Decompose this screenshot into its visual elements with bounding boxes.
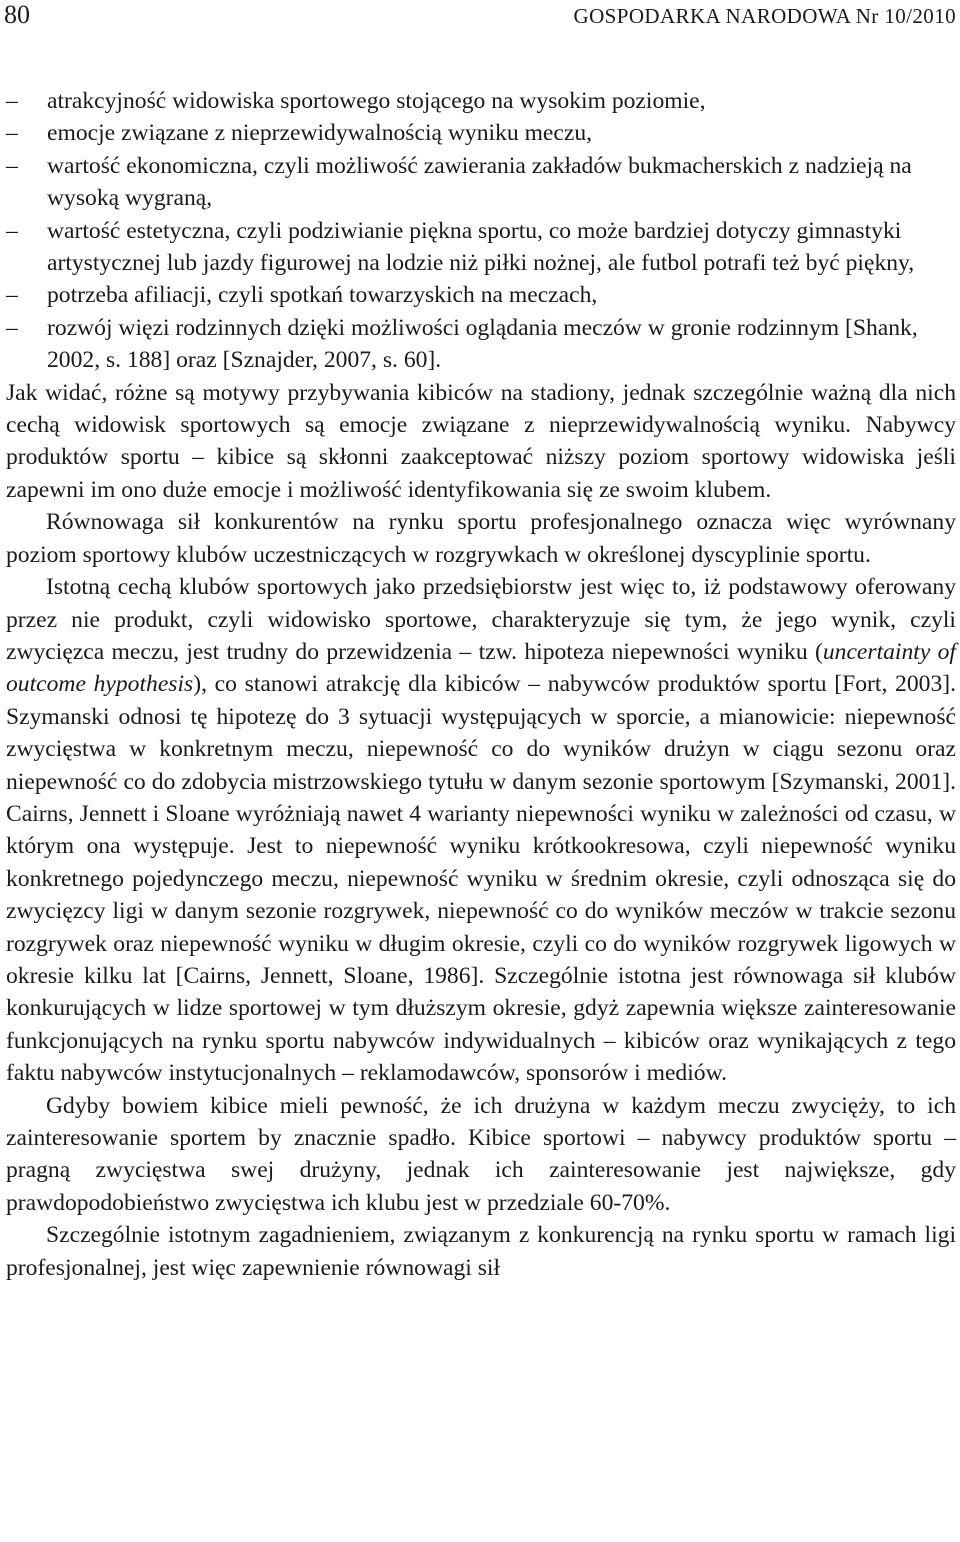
list-item-text: emocje związane z nieprzewidywalnością wyniku meczu, (47, 120, 593, 147)
list-item (6, 150, 956, 215)
motive-list (6, 85, 956, 377)
body-text (6, 85, 956, 1284)
paragraph-outcome-uncertainty (6, 571, 956, 1090)
list-item (6, 279, 956, 311)
dash-marker: – (6, 88, 18, 114)
paragraph-fan-interest: Gdyby bowiem kibice mieli pewność, że ich drużyna w każdym meczu zwycięży, to ich zainteresowanie sportem by znacznie spadło. Kibice sportowi – nabywcy produktów sportu – pragną zwycięstwa swej drużyny, jednak ich zainteresowanie jest największe, gdy prawdopodobieństwo zwycięstwa ich klubu jest w przedziale 60-70%. (6, 1092, 956, 1216)
list-item-text: wartość ekonomiczna, czyli możliwość zawierania zakładów bukmacherskich z nadzieją na wysoką wygraną, (47, 152, 912, 212)
list-item (6, 312, 956, 377)
paragraph-text: ), co stanowi atrakcję dla kibiców – nabywców produktów sportu [Fort, 2003]. Szymanski odnosi tę hipotezę do 3 sytuacji występujących w sporcie, a mianowicie: niepewność zwycięstwa w konkretnym meczu, niepewność co do wyników drużyn w ciągu sezonu oraz niepewność co do zdobycia mistrzowskiego tytułu w danym sezonie sportowym [Szymanski, 2001]. Cairns, Jennett i Sloane wyróżniają nawet 4 warianty niepewności wyniku w zależności od czasu, w którym ona występuje. Jest to niepewność wyniku krótkookresowa, czyli niepewność wyniku konkretnego pojedynczego meczu, niepewność wyniku w średnim okresie, czyli odnosząca się do zwycięzcy ligi w danym sezonie rozgrywek, niepewność co do wyników meczów w trakcie sezonu rozgrywek oraz niepewność wyniku w długim okresie, czyli co do wyników rozgrywek ligowych w okresie kilku lat [Cairns, Jennett, Sloane, 1986]. Szczególnie istotna jest równowaga sił klubów konkurujących w lidze sportowej w tym dłuższym okresie, gdyż zapewnia większe zainteresowanie funkcjonujących na rynku sportu nabywców indywidualnych – kibiców oraz wynikających z tego faktu nabywców instytucjonalnych – reklamodawców, sponsorów i mediów. (6, 671, 956, 1087)
paragraph-league-balance: Szczególnie istotnym zagadnieniem, związanym z konkurencją na rynku sportu w ramach ligi profesjonalnej, jest więc zapewnienie równowagi sił (6, 1222, 956, 1281)
running-header (0, 0, 960, 34)
list-item (6, 215, 956, 280)
list-item-text: wartość estetyczna, czyli podziwianie piękna sportu, co może bardziej dotyczy gimnastyki artystycznej lub jazdy figurowej na lodzie niż piłki nożnej, ale futbol potrafi też być piękny, (47, 217, 915, 277)
list-item (6, 85, 956, 117)
list-item-text: rozwój więzi rodzinnych dzięki możliwości oglądania meczów w gronie rodzinnym [Shank, 2002, s. 188] oraz [Sznajder, 2007, s. 60]. (47, 314, 918, 374)
list-item (6, 117, 956, 149)
list-item-text: potrzeba afiliacji, czyli spotkań towarzyskich na meczach, (47, 282, 598, 309)
dash-marker: – (6, 120, 18, 147)
dash-marker: – (6, 152, 18, 179)
page-number: 80 (4, 0, 30, 29)
dash-marker: – (6, 282, 18, 309)
dash-marker: – (6, 217, 18, 244)
italic-term: uncertainty of outcome hypothesis (6, 638, 956, 698)
paragraph-competitive-balance: Równowaga sił konkurentów na rynku sportu profesjonalnego oznacza więc wyrównany poziom sportowy klubów uczestniczących w rozgrywkach w określonej dyscyplinie sportu. (6, 509, 956, 568)
paragraph-fan-motives: Jak widać, różne są motywy przybywania kibiców na stadiony, jednak szczególnie ważną dla nich cechą widowisk sportowych są emocje związane z nieprzewidywalnością wyniku. Nabywcy produktów sportu – kibice są skłonni zaakceptować niższy poziom sportowy widowiska jeśli zapewni im ono duże emocje i możliwość identyfikowania się ze swoim klubem. (6, 379, 956, 503)
dash-marker: – (6, 314, 18, 341)
journal-title: GOSPODARKA NARODOWA Nr 10/2010 (573, 4, 956, 28)
list-item-text: atrakcyjność widowiska sportowego stojącego na wysokim poziomie, (47, 88, 706, 114)
paragraph-text: Istotną cechą klubów sportowych jako przedsiębiorstw jest więc to, iż podstawowy oferowany przez nie produkt, czyli widowisko sportowe, charakteryzuje się tym, że jego wynik, czyli zwycięzca meczu, jest trudny do przewidzenia – tzw. hipoteza niepewności wyniku ( (6, 574, 956, 665)
